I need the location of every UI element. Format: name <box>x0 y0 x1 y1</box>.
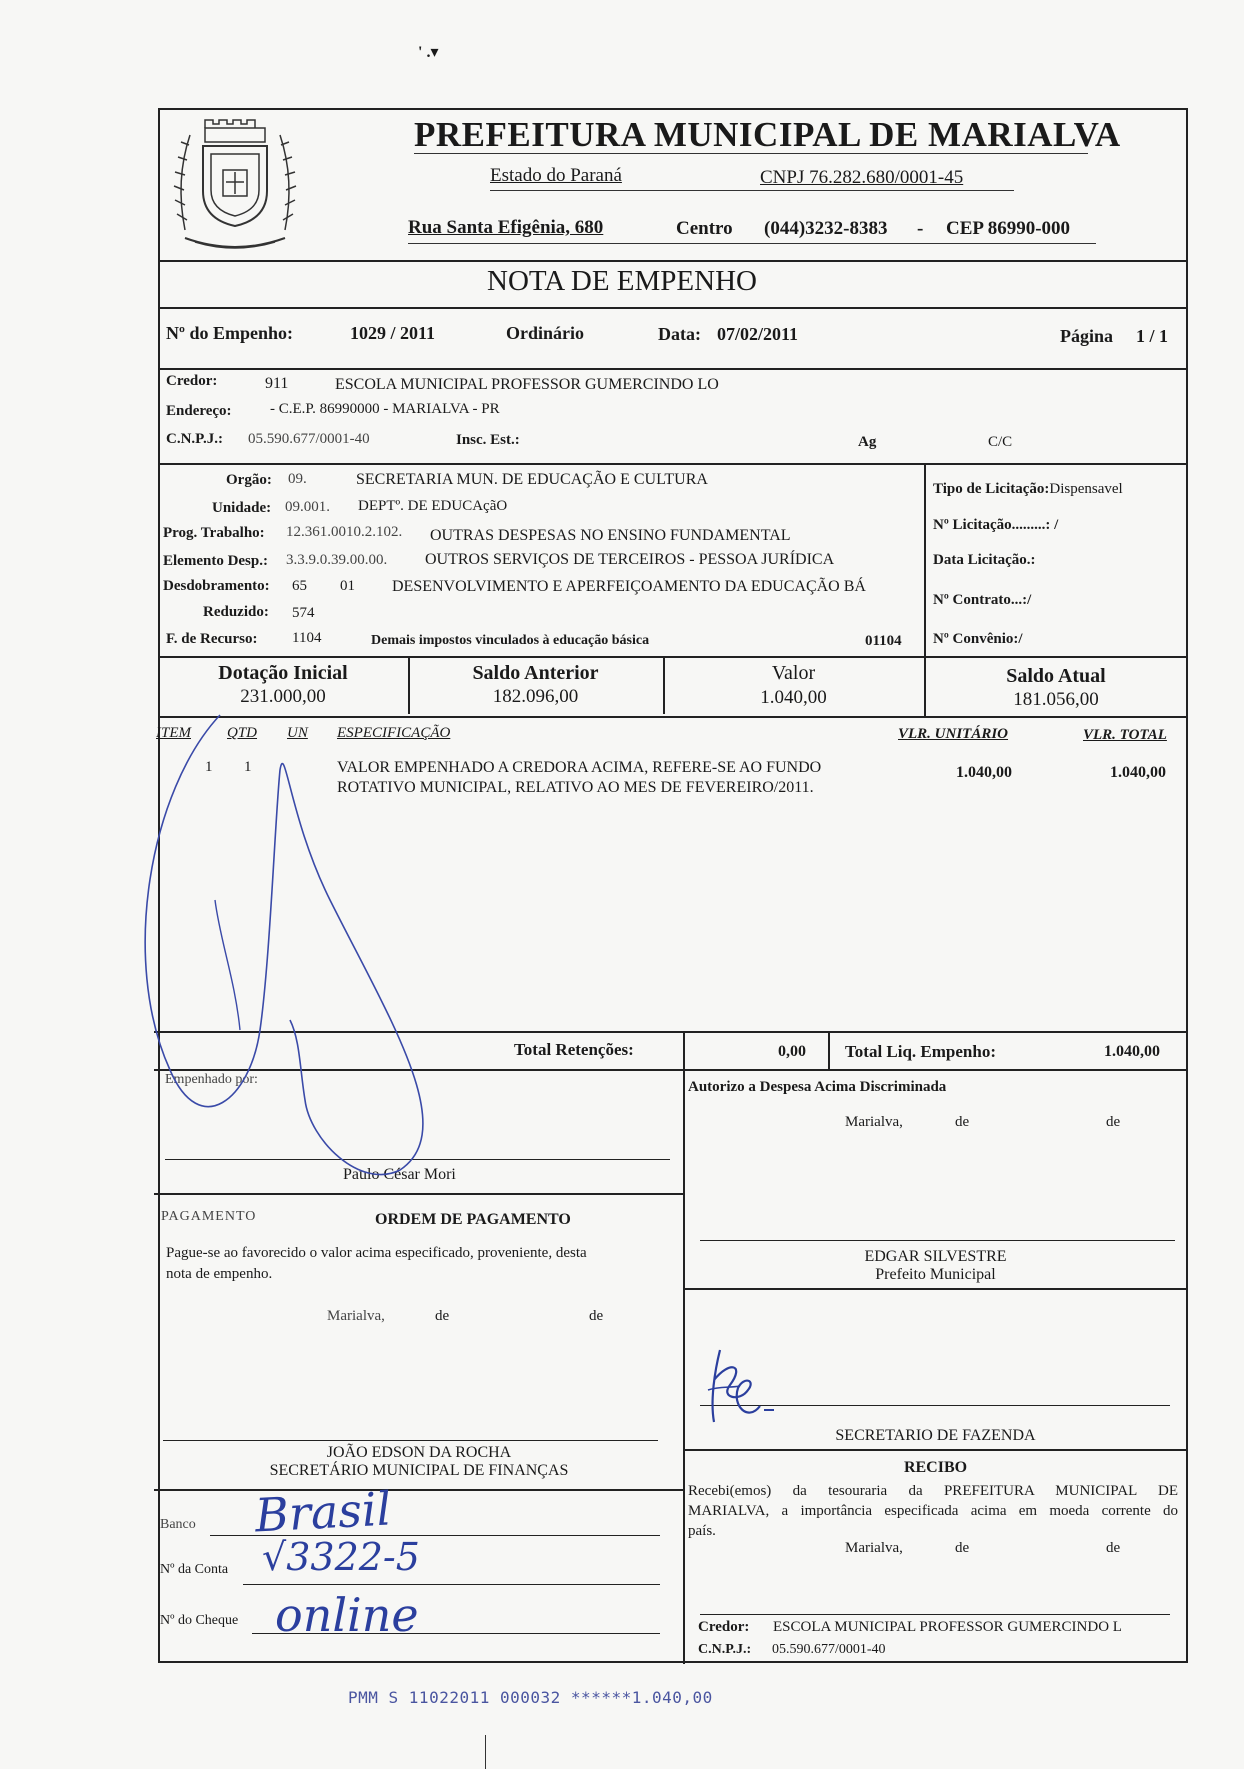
empenho-type: Ordinário <box>506 323 585 343</box>
document-title: NOTA DE EMPENHO <box>487 265 757 297</box>
signature-fazenda <box>700 1340 790 1430</box>
row-total: 1.040,00 <box>1110 764 1166 781</box>
autorizo-place: Marialva, <box>845 1114 903 1130</box>
unidade-label: Unidade: <box>212 500 272 516</box>
licitacao-tipo-label: Tipo de Licitação:Dispensavel <box>933 481 1123 497</box>
credor-code: 911 <box>265 375 289 392</box>
orgao-label: Orgão: <box>226 472 272 488</box>
reduzido-label: Reduzido: <box>203 604 269 620</box>
signature-empenhado <box>130 700 460 1180</box>
pagamento-role: SECRETÁRIO MUNICIPAL DE FINANÇAS <box>269 1462 569 1479</box>
retencoes-label: Total Retenções: <box>514 1040 634 1059</box>
autorizo-title: Autorizo a Despesa Acima Discriminada <box>688 1079 947 1095</box>
header-dash: - <box>917 218 924 239</box>
retencoes-value: 0,00 <box>778 1043 806 1060</box>
banco-handwriting: Brasil <box>253 1481 393 1543</box>
liq-label: Total Liq. Empenho: <box>845 1042 996 1061</box>
cheque-label: Nº do Cheque <box>160 1613 239 1628</box>
empenho-date-label: Data: <box>658 324 701 344</box>
conta-label: Nº da Conta <box>160 1562 229 1577</box>
col-qtd: QTD <box>227 725 258 741</box>
recurso-name: Demais impostos vinculados à educação básica <box>371 633 650 648</box>
prog-name: OUTRAS DESPESAS NO ENSINO FUNDAMENTAL <box>430 527 791 544</box>
cheque-handwriting: online <box>275 1588 419 1642</box>
recibo-de2: de <box>1106 1540 1121 1556</box>
dotacao-label: Dotação Inicial <box>218 662 348 684</box>
conta-handwriting: √3322-5 <box>262 1535 420 1579</box>
valor-label: Valor <box>771 662 816 684</box>
row-spec-line2: ROTATIVO MUNICIPAL, RELATIVO AO MES DE FEVEREIRO/2011. <box>337 779 814 796</box>
ag-label: Ag <box>858 434 877 450</box>
row-qtd: 1 <box>244 759 252 775</box>
prog-code: 12.361.0010.2.102. <box>286 524 403 540</box>
credor-label: Credor: <box>166 373 218 389</box>
cc-label: C/C <box>988 434 1013 450</box>
pagamento-de1: de <box>435 1308 450 1324</box>
col-total: VLR. TOTAL <box>1083 727 1167 743</box>
pagamento-text-1: Pague-se ao favorecido o valor acima especificado, proveniente, desta <box>166 1245 587 1261</box>
credor-name: ESCOLA MUNICIPAL PROFESSOR GUMERCINDO LO <box>335 376 719 393</box>
recibo-text-2: MARIALVA, a importância especificada acima em moeda corrente do <box>688 1503 1178 1519</box>
recurso-label: F. de Recurso: <box>166 631 258 647</box>
empenhado-name: Paulo César Mori <box>343 1166 456 1183</box>
recibo-text-1: Recebi(emos) da tesouraria da PREFEITURA MUNICIPAL DE <box>688 1483 1178 1499</box>
autorizo-de1: de <box>955 1114 970 1130</box>
recurso-ref: 01104 <box>865 633 902 649</box>
row-item: 1 <box>205 759 213 775</box>
unidade-code: 09.001. <box>285 499 330 515</box>
orgao-code: 09. <box>288 471 307 487</box>
col-unit: VLR. UNITÁRIO <box>898 726 1009 742</box>
payment-stamp: PMM S 11022011 000032 ******1.040,00 <box>348 1688 713 1707</box>
header-district: Centro <box>676 218 733 239</box>
header-cep: CEP 86990-000 <box>946 218 1071 239</box>
col-item: ITEM <box>156 725 191 741</box>
desdob-code1: 65 <box>292 578 307 594</box>
saldo-anterior-label: Saldo Anterior <box>472 662 599 684</box>
autorizo-role: Prefeito Municipal <box>875 1266 996 1283</box>
elemento-name: OUTROS SERVIÇOS DE TERCEIROS - PESSOA JURÍDICA <box>425 551 835 568</box>
state-label: Estado do Paraná <box>490 165 622 186</box>
recibo-title: RECIBO <box>903 1459 968 1476</box>
pagamento-label: PAGAMENTO <box>161 1209 257 1224</box>
empenho-date: 07/02/2011 <box>717 324 799 344</box>
address-label: Endereço: <box>166 403 232 419</box>
pagamento-text-2: nota de empenho. <box>166 1266 273 1282</box>
header-phone: (044)3232-8383 <box>764 218 888 239</box>
recibo-text-3: país. <box>688 1523 716 1539</box>
col-un: UN <box>287 725 308 741</box>
cnpj-label: C.N.P.J.: <box>166 431 223 447</box>
convenio-number: Nº Convênio:/ <box>933 631 1023 647</box>
autorizo-signer: EDGAR SILVESTRE <box>864 1248 1007 1265</box>
row-spec-line1: VALOR EMPENHADO A CREDORA ACIMA, REFERE-SE AO FUNDO <box>337 759 822 776</box>
recibo-de1: de <box>955 1540 970 1556</box>
licitacao-data: Data Licitação.: <box>933 552 1036 568</box>
autorizo-de2: de <box>1106 1114 1121 1130</box>
saldo-atual-label: Saldo Atual <box>1006 665 1106 687</box>
row-unit: 1.040,00 <box>956 764 1012 781</box>
recibo-credor-label: Credor: <box>698 1619 750 1635</box>
credor-address: - C.E.P. 86990000 - MARIALVA - PR <box>270 401 500 417</box>
desdob-label: Desdobramento: <box>163 578 270 594</box>
insc-label: Insc. Est.: <box>456 432 520 448</box>
pagamento-de2: de <box>589 1308 604 1324</box>
empenho-number: 1029 / 2011 <box>350 323 436 343</box>
recibo-place: Marialva, <box>845 1540 903 1556</box>
licitacao-numero: Nº Licitação.........: / <box>933 517 1059 533</box>
pagamento-place: Marialva, <box>327 1308 385 1324</box>
recibo-cnpj: 05.590.677/0001-40 <box>772 1642 886 1657</box>
reduzido-value: 574 <box>292 605 315 621</box>
elemento-code: 3.3.9.0.39.00.00. <box>286 552 388 568</box>
page-number: 1 / 1 <box>1136 326 1169 346</box>
valor-value: 1.040,00 <box>760 687 827 708</box>
coat-of-arms-icon <box>165 110 305 255</box>
prog-label: Prog. Trabalho: <box>163 525 265 541</box>
desdob-name: DESENVOLVIMENTO E APERFEIÇOAMENTO DA EDUCAÇÃO BÁ <box>392 578 866 595</box>
pagamento-signer: JOÃO EDSON DA ROCHA <box>326 1444 512 1461</box>
recurso-code: 1104 <box>292 630 322 646</box>
empenho-number-label: Nº do Empenho: <box>166 323 293 343</box>
fazenda-role: SECRETARIO DE FAZENDA <box>835 1427 1036 1444</box>
scan-mark: ' .▾ <box>418 44 439 61</box>
pagamento-title: ORDEM DE PAGAMENTO <box>375 1211 571 1228</box>
header-street: Rua Santa Efigênia, 680 <box>408 217 604 238</box>
saldo-atual-value: 181.056,00 <box>1013 689 1099 710</box>
desdob-code2: 01 <box>340 578 355 594</box>
header-cnpj: CNPJ 76.282.680/0001-45 <box>760 167 964 188</box>
banco-label: Banco <box>160 1517 196 1532</box>
recibo-credor: ESCOLA MUNICIPAL PROFESSOR GUMERCINDO L <box>773 1619 1122 1635</box>
elemento-label: Elemento Desp.: <box>163 553 268 569</box>
col-spec: ESPECIFICAÇÃO <box>337 725 451 741</box>
page-label: Página <box>1060 326 1114 346</box>
recibo-cnpj-label: C.N.P.J.: <box>698 1642 752 1657</box>
unidade-name: DEPTº. DE EDUCAçãO <box>358 498 508 514</box>
dotacao-value: 231.000,00 <box>240 686 326 707</box>
page-title: PREFEITURA MUNICIPAL DE MARIALVA <box>414 115 1121 154</box>
saldo-anterior-value: 182.096,00 <box>492 686 579 707</box>
empenhado-label: Empenhado por: <box>165 1072 258 1087</box>
contrato-number: Nº Contrato...:/ <box>933 592 1032 608</box>
credor-cnpj: 05.590.677/0001-40 <box>248 431 370 447</box>
liq-value: 1.040,00 <box>1104 1043 1160 1060</box>
orgao-name: SECRETARIA MUN. DE EDUCAÇÃO E CULTURA <box>356 471 708 488</box>
